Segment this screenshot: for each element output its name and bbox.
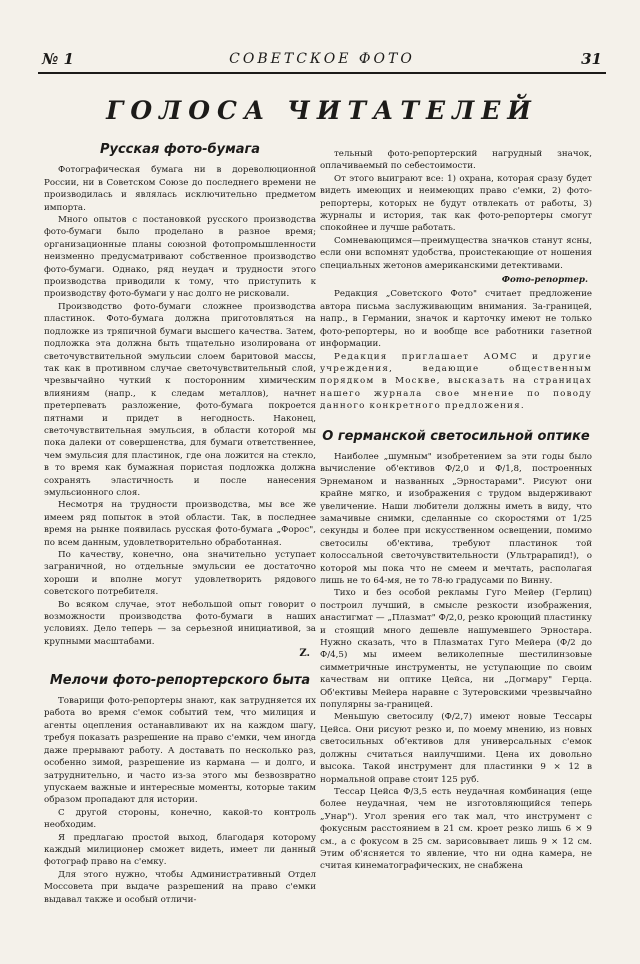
paragraph: Тихо и без особой рекламы Гуго Мейер (Герлиц) построил лучший, в смысле резкости изображения, анастигмат — „Плазмат" Ф/2,0, резко кроющий пластинку и стоящий много дешевле нашумевшего Эрностара. Нужно сказать, что в Плазматах Гуго Мейера (Ф/2 до Ф/4,5) мы имеем великолепные шестилинзовые симметричные инструменты, не уступающие по своим качествам ни оптике Цейса, ни „Догмару" Герца. Об'ективы Мейера наравне с Зутеровскими чрезвычайно популярны за-границей. (320, 588, 592, 711)
editorial-invitation: Редакция приглашает АОМС и другие учреждения, ведающие общественным порядком в Москве, высказать на страницах нашего журнала свое мнение по поводу данного конкретного предложения. (320, 351, 592, 412)
paragraph: Сомневающимся—преимущества значков станут ясны, если они вспомнят удобства, проистекающие от ношения специальных жетонов американскими детективами. (320, 235, 592, 271)
editorial-note: Редакция „Советского Фото" считает предложение автора письма заслуживающим внимания. За-границей, напр., в Германии, значок и карточку имеют не только фото-репортеры, но и вообще все работники газетной информации. (320, 289, 592, 350)
left-column (44, 138, 316, 906)
section-title-german-optics: О германской светосильной оптике (322, 428, 590, 444)
paragraph: Несмотря на трудности производства, мы все же имеем ряд попыток в этой области. Так, в последнее время на рынке появилась русская фото-бумага „Форос", по всем данным, удовлетворительно обработанная. (44, 500, 316, 548)
paragraph: тельный фото-репортерский нагрудный значок, оплачиваемый по себестоимости. (320, 149, 592, 172)
paragraph: Производство фото-бумаги сложнее производства пластинок. Фото-бумага должна приготовляться на подложке из тряпичной бумаги высшего качества. Затем, подложка эта должна быть тщательно изолирована от светочувствительной эмульсии слоем баритовой массы, так как в противном случае светочувствительный слой, чрезвычайно чуткий к посторонним химическим влияниям (напр., к следам металлов), начнет претерпевать разложение, фото-бумага покроется пятнами и придет в негодность. Наконец, светочувствительная эмульсия, в области которой мы пока далеки от совершенства, для бумаги ответственнее, чем эмульсия для пластинок, где она ложится на стекло, в то время как бумажная пористая подложка должна сохранять эластичность и после нанесения эмульсионного слоя. (44, 301, 316, 498)
signature-z: Z. (299, 648, 310, 660)
paragraph: Фотографическая бумага ни в дореволюционной России, ни в Советском Союзе до последнего времени не производилась и являлась исключительно предметом импорта. (44, 165, 316, 213)
page-number: 31 (581, 50, 602, 68)
main-title: ГОЛОСА ЧИТАТЕЛЕЙ (106, 96, 538, 125)
magazine-title: СОВЕТСКОЕ ФОТО (229, 51, 415, 67)
right-column (320, 148, 592, 873)
paragraph: Тессар Цейса Ф/3,5 есть неудачная комбинация (еще более неудачная, чем не изготовляющийся теперь „Унар"). Угол зрения его так мал, что инструмент с фокусным расстоянием в 21 см. кроет резко лишь 6 × 9 см., а с фокусом в 25 см. зарисовывает лишь 9 × 12 см. Этим об'ясняется то явление, что ни одна камера, не считая кинематографических, не снабжена (320, 786, 592, 872)
paragraph: Много опытов с постановкой русского производства фото-бумаги было проделано в разное время; организационные планы союзной фотопромышленности неизменно предусматривают собственное производство фото-бумаги. Однако, ряд неудач и трудности этого производства приводили к тому, что приступить к производству фото-бумаги у нас долго не рисковали. (44, 215, 316, 300)
paragraph: Я предлагаю простой выход, благодаря которому каждый милиционер сможет видеть, имеет ли данный фотограф право на с'емку. (44, 832, 316, 868)
paragraph: Для этого нужно, чтобы Административный Отдел Моссовета при выдаче разрешений на право с'емки выдавал также и особый отличи- (44, 869, 316, 905)
section-title-russian-paper: Русская фото-бумага (99, 142, 261, 157)
page-header (38, 50, 606, 74)
paragraph: С другой стороны, конечно, какой-то контроль необходим. (44, 807, 316, 831)
paragraph: Товарищи фото-репортеры знают, как затрудняется их работа во время с'емок событий тем, что милиция и агенты оцепления останавливают их на каждом шагу, требуя показать разрешение на право с'емки, чем иногда даже прерывают работу. А доставать по несколько раз, особенно зимой, разрешение из кармана — и долго, и затруднительно, и часто из-за этого мы безвозвратно упускаем важные и интересные моменты, которые таким образом пропадают для истории. (44, 696, 316, 806)
signature-reporter: Фото-репортер. (501, 275, 588, 286)
paragraph: Меньшую светосилу (Ф/2,7) имеют новые Тессары Цейса. Они рисуют резко и, по моему мнению, из новых светосильных об'ективов для универсальных с'емок должны считаться наилучшими. Цена их довольно высока. Такой инструмент для пластинки 9 × 12 в нормальной оправе стоит 125 руб. (320, 712, 592, 785)
paragraph: По качеству, конечно, она значительно уступает заграничной, но отдельные эмульсии ее достаточно хороши и вполне могут удовлетворить рядового советского потребителя. (44, 550, 316, 598)
paragraph: Во всяком случае, этот небольшой опыт говорит о возможности производства фото-бумаги в наших условиях. Дело теперь — за серьезной инициативой, за крупными масштабами. (44, 599, 316, 647)
paragraph: Наиболее „шумным" изобретением за эти годы было вычисление об'ективов Ф/2,0 и Ф/1,8, построенных Эрнеманом и названных „Эрностарами". Рисуют они крайне мягко, и изображения с трудом выдерживают увеличение. Наши любители должны иметь в виду, что замачивые снимки, сделанные со скоростями от 1/25 секунды и более при искусственном освещении, помимо светосилы об'ектива, требуют пластинок той колоссальной светочувствительности (Ультрарапид!), о которой мы пока что не смеем и мечтать, располагая лишь не то 64-мя, не то 78-ю градусами по Винну. (320, 451, 592, 586)
section-title-reporter-life: Мелочи фото-репортерского быта (49, 672, 311, 688)
paragraph: От этого выиграют все: 1) охрана, которая сразу будет видеть имеющих и неимеющих право с'емки, 2) фото-репортеры, которых не будут отвлекать от работы, 3) журналы и история, так как фото-репортеры смогут спокойнее и лучше работать. (320, 173, 592, 234)
issue-number: № 1 (42, 50, 74, 68)
